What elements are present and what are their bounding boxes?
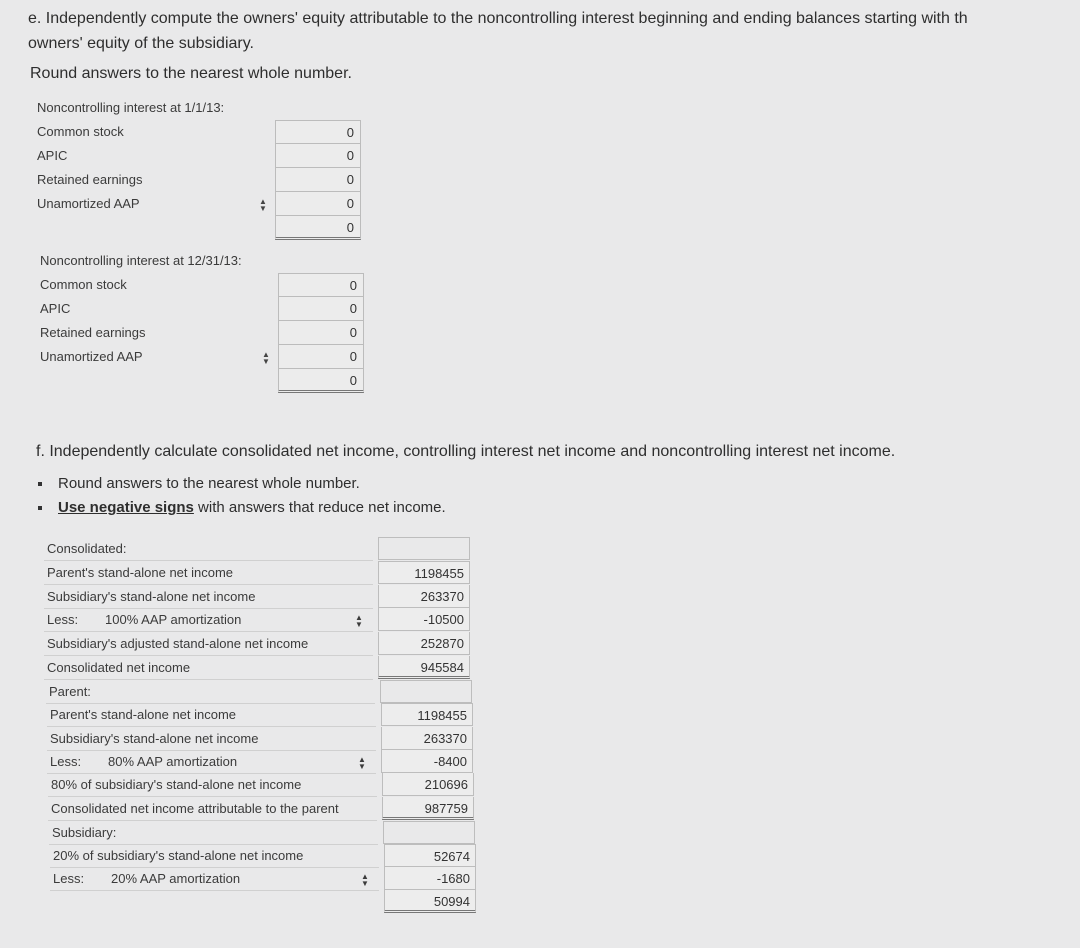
nci-ending-total-label [37, 369, 278, 393]
par-amort-select[interactable] [47, 750, 376, 774]
up-down-arrows-icon[interactable]: ▲ ▼ [358, 755, 366, 771]
consolidated-header-cell [378, 537, 470, 560]
par-parent-net-input[interactable]: 1198455 [381, 703, 473, 726]
consolidated-header: Consolidated: [44, 537, 373, 561]
sub-amort-select[interactable] [50, 867, 379, 891]
bullet-icon [38, 506, 42, 510]
nci-beginning-header: Noncontrolling interest at 1/1/13: [34, 96, 275, 120]
sub-amort-input[interactable]: -1680 [384, 867, 476, 890]
par-pct-input[interactable]: 210696 [382, 773, 474, 796]
up-down-arrows-icon[interactable]: ▲ ▼ [259, 197, 267, 213]
bullet-negative [38, 499, 446, 516]
nci-beginning-common-stock-label: Common stock [34, 120, 275, 145]
nci-ending-apic-input[interactable]: 0 [278, 297, 364, 321]
par-total-input[interactable]: 987759 [382, 797, 474, 820]
par-parent-net-label: Parent's stand-alone net income [47, 703, 376, 727]
nci-ending-apic-label: APIC [37, 297, 278, 322]
cons-sub-net-label: Subsidiary's stand-alone net income [44, 585, 373, 609]
bullet-negative-text: with answers that reduce net income. [193, 499, 446, 516]
nci-ending-retained-earnings-label: Retained earnings [37, 321, 278, 346]
nci-beginning-total-input[interactable]: 0 [275, 216, 361, 240]
nci-ending-aap-select[interactable] [37, 345, 278, 370]
cons-total-input[interactable]: 945584 [378, 656, 470, 679]
sub-pct-label: 20% of subsidiary's stand-alone net income [50, 844, 379, 868]
cons-amort-input[interactable]: -10500 [378, 608, 470, 631]
cons-parent-net-label: Parent's stand-alone net income [44, 561, 373, 585]
less-label: Less: [50, 754, 82, 769]
par-sub-net-input[interactable]: 263370 [381, 727, 473, 750]
par-amort-label: 80% AAP amortization [108, 754, 238, 769]
round-note: Round answers to the nearest whole number. [30, 65, 352, 82]
bullet-round-text: Round answers to the nearest whole number. [58, 475, 360, 492]
sub-total-label [50, 890, 379, 913]
subsidiary-header-cell [383, 821, 475, 844]
nci-beginning-aap-input[interactable]: 0 [275, 192, 361, 216]
cons-total-label: Consolidated net income [44, 656, 373, 680]
question-f-prompt: f. Independently calculate consolidated net income, controlling interest net income and noncontrolling interest net income. [36, 443, 896, 460]
cons-sub-net-input[interactable]: 263370 [378, 585, 470, 608]
nci-beginning-retained-earnings-label: Retained earnings [34, 168, 275, 193]
nci-ending-aap-input[interactable]: 0 [278, 345, 364, 369]
subsidiary-header: Subsidiary: [49, 821, 378, 845]
nci-beginning-common-stock-input[interactable]: 0 [275, 120, 361, 144]
nci-beginning-aap-label: Unamortized AAP [37, 196, 140, 211]
up-down-arrows-icon[interactable]: ▲ ▼ [361, 872, 369, 888]
sub-amort-label: 20% AAP amortization [111, 871, 241, 886]
par-pct-label: 80% of subsidiary's stand-alone net income [48, 773, 377, 797]
nci-beginning-apic-label: APIC [34, 144, 275, 169]
bullet-negative-bold: Use negative signs [58, 499, 194, 516]
up-down-arrows-icon[interactable]: ▲ ▼ [355, 613, 363, 629]
bullet-icon [38, 482, 42, 486]
nci-ending-header: Noncontrolling interest at 12/31/13: [37, 249, 278, 273]
par-amort-input[interactable]: -8400 [381, 750, 473, 773]
nci-beginning-total-label [34, 216, 275, 240]
nci-ending-common-stock-input[interactable]: 0 [278, 273, 364, 297]
nci-beginning-retained-earnings-input[interactable]: 0 [275, 168, 361, 192]
nci-beginning-aap-select[interactable] [34, 192, 275, 217]
sub-total-input[interactable]: 50994 [384, 890, 476, 913]
par-sub-net-label: Subsidiary's stand-alone net income [47, 727, 376, 751]
prompt-line-2: owners' equity of the subsidiary. [28, 35, 254, 52]
question-e-prompt [28, 6, 968, 56]
cons-parent-net-input[interactable]: 1198455 [378, 561, 470, 584]
less-label: Less: [53, 871, 85, 886]
nci-ending-aap-label: Unamortized AAP [40, 349, 143, 364]
cons-sub-adj-label: Subsidiary's adjusted stand-alone net income [44, 632, 373, 656]
nci-beginning-apic-input[interactable]: 0 [275, 144, 361, 168]
parent-header-cell [380, 680, 472, 703]
prompt-line-1: e. Independently compute the owners' equity attributable to the noncontrolling interest beginning and ending balances starting with th [28, 10, 968, 27]
less-label: Less: [47, 612, 79, 627]
par-total-label: Consolidated net income attributable to the parent [48, 797, 377, 821]
cons-sub-adj-input[interactable]: 252870 [378, 632, 470, 655]
cons-amort-label: 100% AAP amortization [105, 612, 242, 627]
nci-ending-common-stock-label: Common stock [37, 273, 278, 298]
sub-pct-input[interactable]: 52674 [384, 844, 476, 867]
cons-amort-select[interactable] [44, 608, 373, 632]
parent-header: Parent: [46, 680, 375, 704]
nci-ending-retained-earnings-input[interactable]: 0 [278, 321, 364, 345]
bullet-round [38, 475, 360, 492]
nci-ending-total-input[interactable]: 0 [278, 369, 364, 393]
up-down-arrows-icon[interactable]: ▲ ▼ [262, 350, 270, 366]
